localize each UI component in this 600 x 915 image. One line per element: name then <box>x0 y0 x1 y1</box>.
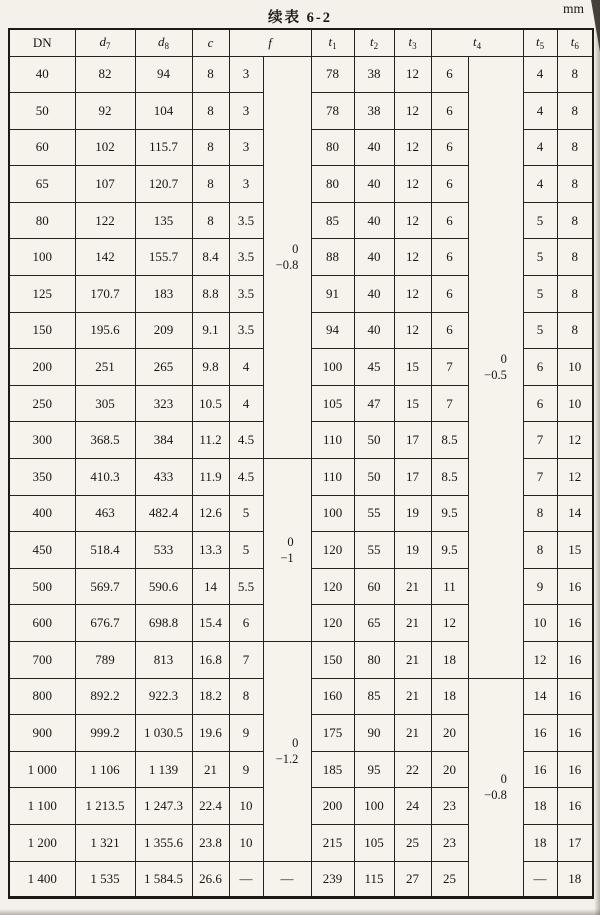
cell-t4: 23 <box>431 824 468 861</box>
cell-t3: 12 <box>394 166 431 203</box>
scan-edge-right <box>594 0 600 915</box>
cell-d7: 1 321 <box>75 824 135 861</box>
cell-c: 8 <box>192 56 229 93</box>
cell-dn: 1 100 <box>9 788 75 825</box>
cell-t3: 12 <box>394 276 431 313</box>
cell-t4: 7 <box>431 385 468 422</box>
cell-dn: 500 <box>9 568 75 605</box>
cell-f: 3 <box>229 93 263 130</box>
cell-f: 3.5 <box>229 312 263 349</box>
cell-t2: 105 <box>354 824 394 861</box>
cell-t1: 120 <box>311 568 354 605</box>
cell-t1: 94 <box>311 312 354 349</box>
cell-f: 4.5 <box>229 422 263 459</box>
cell-t2: 38 <box>354 56 394 93</box>
cell-f: 8 <box>229 678 263 715</box>
cell-t4: 6 <box>431 129 468 166</box>
cell-f: 5 <box>229 532 263 569</box>
cell-f: 5 <box>229 495 263 532</box>
cell-d8: 120.7 <box>135 166 192 203</box>
column-header-d8: $d_8$ <box>135 29 192 56</box>
cell-f: 4 <box>229 349 263 386</box>
cell-d7: 92 <box>75 93 135 130</box>
cell-t5: 7 <box>523 422 557 459</box>
cell-f-tolerance-value: 0 −1.2 <box>275 736 299 767</box>
cell-t6: 8 <box>557 129 593 166</box>
cell-f: 10 <box>229 788 263 825</box>
cell-dn: 65 <box>9 166 75 203</box>
cell-t4-tolerance <box>468 678 523 898</box>
cell-dn: 1 400 <box>9 861 75 898</box>
cell-t6: 10 <box>557 385 593 422</box>
cell-d8: 1 030.5 <box>135 715 192 752</box>
cell-t5: 6 <box>523 349 557 386</box>
cell-t5: 8 <box>523 495 557 532</box>
cell-t3: 12 <box>394 202 431 239</box>
cell-dn: 350 <box>9 459 75 496</box>
cell-c: 11.9 <box>192 459 229 496</box>
cell-t1: 78 <box>311 56 354 93</box>
cell-d8: 698.8 <box>135 605 192 642</box>
column-header-dn: DN <box>9 29 75 56</box>
cell-t1: 185 <box>311 751 354 788</box>
cell-t6: 8 <box>557 93 593 130</box>
cell-c: 23.8 <box>192 824 229 861</box>
cell-t6: 8 <box>557 202 593 239</box>
cell-dn: 150 <box>9 312 75 349</box>
cell-t3: 12 <box>394 129 431 166</box>
cell-c: 9.1 <box>192 312 229 349</box>
cell-d7: 676.7 <box>75 605 135 642</box>
cell-c: 8 <box>192 129 229 166</box>
cell-c: 18.2 <box>192 678 229 715</box>
cell-t3: 19 <box>394 532 431 569</box>
cell-t6: 17 <box>557 824 593 861</box>
column-header-t4: $t_4$ <box>431 29 523 56</box>
cell-t1: 80 <box>311 166 354 203</box>
cell-dn: 700 <box>9 642 75 679</box>
cell-f-tolerance <box>263 56 311 459</box>
cell-t4: 6 <box>431 56 468 93</box>
cell-t2: 40 <box>354 239 394 276</box>
cell-f-tolerance <box>263 642 311 862</box>
cell-t3: 22 <box>394 751 431 788</box>
cell-d8: 1 355.6 <box>135 824 192 861</box>
cell-f-tolerance <box>263 459 311 642</box>
cell-t2: 90 <box>354 715 394 752</box>
cell-dn: 50 <box>9 93 75 130</box>
cell-t2: 95 <box>354 751 394 788</box>
cell-d7: 102 <box>75 129 135 166</box>
cell-t4: 9.5 <box>431 532 468 569</box>
cell-dn: 60 <box>9 129 75 166</box>
cell-d8: 323 <box>135 385 192 422</box>
cell-t6: 8 <box>557 166 593 203</box>
cell-t6: 16 <box>557 788 593 825</box>
cell-dn: 100 <box>9 239 75 276</box>
cell-d8: 433 <box>135 459 192 496</box>
cell-f: 3 <box>229 166 263 203</box>
cell-t2: 60 <box>354 568 394 605</box>
cell-t2: 80 <box>354 642 394 679</box>
cell-c: 11.2 <box>192 422 229 459</box>
cell-f: — <box>229 861 263 898</box>
cell-f-tolerance: — <box>263 861 311 898</box>
cell-dn: 900 <box>9 715 75 752</box>
cell-d7: 368.5 <box>75 422 135 459</box>
cell-d8: 265 <box>135 349 192 386</box>
cell-dn: 400 <box>9 495 75 532</box>
cell-t2: 40 <box>354 276 394 313</box>
cell-t1: 160 <box>311 678 354 715</box>
cell-t2: 65 <box>354 605 394 642</box>
cell-t5: 5 <box>523 202 557 239</box>
cell-t3: 12 <box>394 239 431 276</box>
cell-t6: 8 <box>557 276 593 313</box>
cell-dn: 250 <box>9 385 75 422</box>
cell-t3: 25 <box>394 824 431 861</box>
cell-t3: 21 <box>394 642 431 679</box>
cell-t4: 18 <box>431 642 468 679</box>
cell-t3: 17 <box>394 422 431 459</box>
cell-c: 26.6 <box>192 861 229 898</box>
cell-d8: 1 139 <box>135 751 192 788</box>
column-header-t6: $t_6$ <box>557 29 593 56</box>
cell-t4: 25 <box>431 861 468 898</box>
cell-t4: 8.5 <box>431 459 468 496</box>
cell-d8: 135 <box>135 202 192 239</box>
cell-t4: 6 <box>431 93 468 130</box>
cell-f: 9 <box>229 715 263 752</box>
column-header-f: f <box>229 29 311 56</box>
cell-t1: 120 <box>311 605 354 642</box>
cell-f: 10 <box>229 824 263 861</box>
cell-t1: 105 <box>311 385 354 422</box>
cell-t4: 23 <box>431 788 468 825</box>
table-title: 续表 6-2 <box>268 10 332 26</box>
cell-c: 8.4 <box>192 239 229 276</box>
cell-c: 14 <box>192 568 229 605</box>
cell-t4: 6 <box>431 202 468 239</box>
cell-d7: 251 <box>75 349 135 386</box>
cell-t6: 16 <box>557 678 593 715</box>
cell-c: 16.8 <box>192 642 229 679</box>
cell-dn: 200 <box>9 349 75 386</box>
cell-f-tolerance-value: 0 −0.8 <box>275 242 299 273</box>
cell-d7: 305 <box>75 385 135 422</box>
cell-d7: 107 <box>75 166 135 203</box>
cell-t4: 6 <box>431 312 468 349</box>
cell-t5: 18 <box>523 788 557 825</box>
cell-t5: 14 <box>523 678 557 715</box>
cell-t1: 85 <box>311 202 354 239</box>
cell-c: 19.6 <box>192 715 229 752</box>
cell-d8: 590.6 <box>135 568 192 605</box>
cell-c: 8.8 <box>192 276 229 313</box>
scan-edge-bottom <box>0 909 600 915</box>
cell-t4: 11 <box>431 568 468 605</box>
cell-t5: 4 <box>523 56 557 93</box>
cell-t2: 55 <box>354 495 394 532</box>
cell-t4: 9.5 <box>431 495 468 532</box>
cell-d7: 142 <box>75 239 135 276</box>
cell-t3: 15 <box>394 385 431 422</box>
cell-f: 3.5 <box>229 202 263 239</box>
cell-t3: 21 <box>394 605 431 642</box>
cell-t1: 110 <box>311 459 354 496</box>
cell-t4: 6 <box>431 166 468 203</box>
cell-t2: 50 <box>354 422 394 459</box>
cell-t5: 4 <box>523 166 557 203</box>
cell-t2: 100 <box>354 788 394 825</box>
column-header-t1: $t_1$ <box>311 29 354 56</box>
cell-t5: 16 <box>523 715 557 752</box>
cell-t4: 20 <box>431 751 468 788</box>
cell-t3: 15 <box>394 349 431 386</box>
cell-t5: — <box>523 861 557 898</box>
table-body <box>9 56 593 898</box>
cell-d8: 115.7 <box>135 129 192 166</box>
cell-c: 8 <box>192 202 229 239</box>
cell-t1: 200 <box>311 788 354 825</box>
cell-t3: 27 <box>394 861 431 898</box>
cell-t1: 120 <box>311 532 354 569</box>
cell-d8: 922.3 <box>135 678 192 715</box>
cell-t6: 15 <box>557 532 593 569</box>
cell-d8: 533 <box>135 532 192 569</box>
cell-t3: 17 <box>394 459 431 496</box>
cell-d8: 104 <box>135 93 192 130</box>
table-row-dn-40 <box>9 56 593 93</box>
cell-t4: 6 <box>431 276 468 313</box>
cell-c: 9.8 <box>192 349 229 386</box>
cell-t4: 6 <box>431 239 468 276</box>
cell-t2: 50 <box>354 459 394 496</box>
cell-t6: 8 <box>557 312 593 349</box>
cell-t6: 12 <box>557 422 593 459</box>
cell-t5: 6 <box>523 385 557 422</box>
cell-t1: 175 <box>311 715 354 752</box>
cell-d8: 1 584.5 <box>135 861 192 898</box>
cell-t5: 10 <box>523 605 557 642</box>
cell-t2: 38 <box>354 93 394 130</box>
cell-t3: 12 <box>394 56 431 93</box>
cell-d7: 892.2 <box>75 678 135 715</box>
cell-d7: 1 535 <box>75 861 135 898</box>
cell-t2: 40 <box>354 202 394 239</box>
cell-t1: 239 <box>311 861 354 898</box>
cell-t6: 16 <box>557 642 593 679</box>
cell-f: 3.5 <box>229 276 263 313</box>
cell-dn: 800 <box>9 678 75 715</box>
cell-t2: 85 <box>354 678 394 715</box>
cell-c: 10.5 <box>192 385 229 422</box>
cell-t3: 21 <box>394 715 431 752</box>
cell-t4: 18 <box>431 678 468 715</box>
cell-f: 4 <box>229 385 263 422</box>
cell-t2: 55 <box>354 532 394 569</box>
cell-d8: 209 <box>135 312 192 349</box>
cell-t4: 20 <box>431 715 468 752</box>
cell-t3: 21 <box>394 568 431 605</box>
header-row <box>9 29 593 56</box>
cell-t1: 100 <box>311 349 354 386</box>
cell-f: 6 <box>229 605 263 642</box>
cell-t5: 5 <box>523 312 557 349</box>
cell-t1: 91 <box>311 276 354 313</box>
cell-t5: 5 <box>523 276 557 313</box>
column-header-t2: $t_2$ <box>354 29 394 56</box>
cell-t5: 4 <box>523 93 557 130</box>
cell-t5: 5 <box>523 239 557 276</box>
cell-d7: 569.7 <box>75 568 135 605</box>
cell-t1: 78 <box>311 93 354 130</box>
cell-t3: 12 <box>394 93 431 130</box>
cell-dn: 600 <box>9 605 75 642</box>
cell-d7: 195.6 <box>75 312 135 349</box>
cell-t6: 8 <box>557 239 593 276</box>
cell-d8: 813 <box>135 642 192 679</box>
cell-t2: 45 <box>354 349 394 386</box>
cell-dn: 80 <box>9 202 75 239</box>
cell-d7: 1 213.5 <box>75 788 135 825</box>
cell-dn: 1 000 <box>9 751 75 788</box>
cell-t4: 7 <box>431 349 468 386</box>
cell-d7: 999.2 <box>75 715 135 752</box>
cell-t3: 21 <box>394 678 431 715</box>
cell-dn: 40 <box>9 56 75 93</box>
cell-t5: 16 <box>523 751 557 788</box>
cell-d7: 789 <box>75 642 135 679</box>
cell-t1: 88 <box>311 239 354 276</box>
cell-t2: 47 <box>354 385 394 422</box>
cell-f: 7 <box>229 642 263 679</box>
cell-dn: 125 <box>9 276 75 313</box>
cell-d8: 94 <box>135 56 192 93</box>
cell-t2: 115 <box>354 861 394 898</box>
cell-t2: 40 <box>354 312 394 349</box>
cell-d8: 183 <box>135 276 192 313</box>
column-header-d7: $d_7$ <box>75 29 135 56</box>
cell-c: 8 <box>192 93 229 130</box>
cell-dn: 300 <box>9 422 75 459</box>
cell-t4-tolerance-value: 0 −0.5 <box>484 351 507 383</box>
cell-t5: 8 <box>523 532 557 569</box>
dimension-table <box>8 28 594 899</box>
cell-d7: 170.7 <box>75 276 135 313</box>
cell-t3: 19 <box>394 495 431 532</box>
cell-t2: 40 <box>354 166 394 203</box>
cell-t1: 110 <box>311 422 354 459</box>
cell-t5: 7 <box>523 459 557 496</box>
cell-t6: 16 <box>557 605 593 642</box>
column-header-c: c <box>192 29 229 56</box>
cell-t3: 12 <box>394 312 431 349</box>
column-header-t3: $t_3$ <box>394 29 431 56</box>
cell-t4-tolerance <box>468 56 523 678</box>
cell-d8: 482.4 <box>135 495 192 532</box>
cell-t4-tolerance-value: 0 −0.8 <box>484 772 507 803</box>
page-header <box>0 0 600 28</box>
cell-t1: 215 <box>311 824 354 861</box>
cell-d7: 1 106 <box>75 751 135 788</box>
cell-t5: 4 <box>523 129 557 166</box>
cell-t5: 18 <box>523 824 557 861</box>
cell-f-tolerance-value: 0 −1 <box>280 534 294 566</box>
cell-c: 15.4 <box>192 605 229 642</box>
column-header-t5: $t_5$ <box>523 29 557 56</box>
cell-dn: 1 200 <box>9 824 75 861</box>
cell-t5: 12 <box>523 642 557 679</box>
cell-c: 8 <box>192 166 229 203</box>
cell-d7: 463 <box>75 495 135 532</box>
cell-f: 4.5 <box>229 459 263 496</box>
cell-t6: 18 <box>557 861 593 898</box>
cell-t1: 80 <box>311 129 354 166</box>
cell-f: 3 <box>229 56 263 93</box>
cell-d7: 122 <box>75 202 135 239</box>
cell-t6: 12 <box>557 459 593 496</box>
cell-t6: 14 <box>557 495 593 532</box>
cell-t1: 150 <box>311 642 354 679</box>
cell-t6: 8 <box>557 56 593 93</box>
cell-d8: 384 <box>135 422 192 459</box>
cell-d7: 518.4 <box>75 532 135 569</box>
cell-dn: 450 <box>9 532 75 569</box>
cell-t4: 8.5 <box>431 422 468 459</box>
cell-t3: 24 <box>394 788 431 825</box>
cell-c: 13.3 <box>192 532 229 569</box>
unit-label: mm <box>562 1 584 16</box>
cell-t6: 16 <box>557 715 593 752</box>
cell-t2: 40 <box>354 129 394 166</box>
cell-c: 21 <box>192 751 229 788</box>
cell-d7: 410.3 <box>75 459 135 496</box>
cell-c: 22.4 <box>192 788 229 825</box>
cell-f: 3.5 <box>229 239 263 276</box>
cell-t5: 9 <box>523 568 557 605</box>
cell-d8: 1 247.3 <box>135 788 192 825</box>
cell-f: 5.5 <box>229 568 263 605</box>
cell-t1: 100 <box>311 495 354 532</box>
cell-f: 3 <box>229 129 263 166</box>
cell-f: 9 <box>229 751 263 788</box>
cell-t6: 16 <box>557 751 593 788</box>
cell-t6: 16 <box>557 568 593 605</box>
cell-t6: 10 <box>557 349 593 386</box>
cell-t4: 12 <box>431 605 468 642</box>
cell-c: 12.6 <box>192 495 229 532</box>
cell-d8: 155.7 <box>135 239 192 276</box>
cell-d7: 82 <box>75 56 135 93</box>
